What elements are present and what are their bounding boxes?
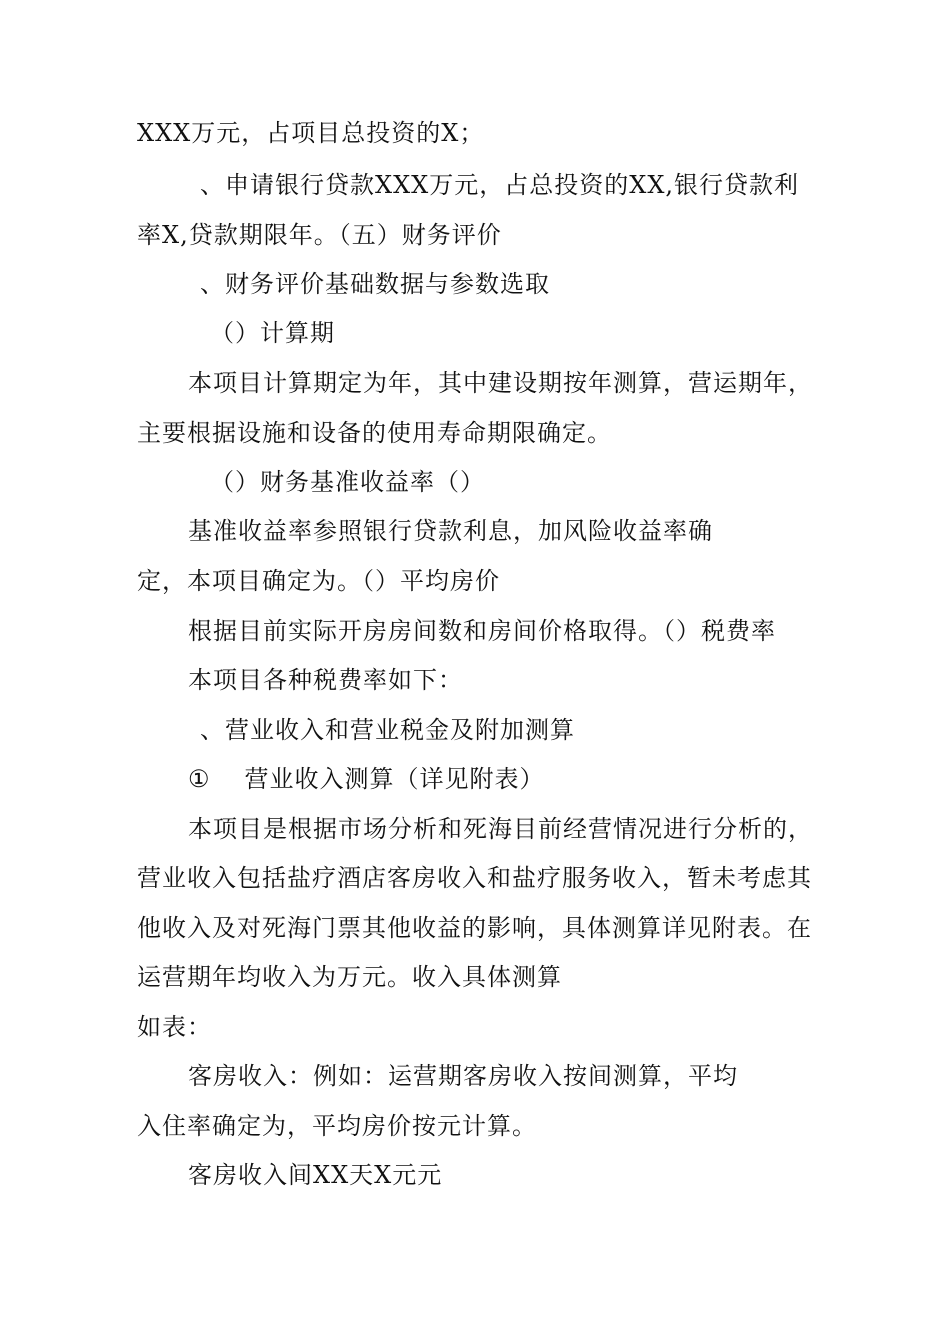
paragraph-line: 基准收益率参照银行贷款利息，加风险收益率确	[188, 517, 713, 545]
paragraph-line: 率X,贷款期限年。（五）财务评价	[137, 221, 502, 249]
item-number-marker: ①	[188, 765, 211, 793]
paragraph-line: 本项目计算期定为年，其中建设期按年测算，营运期年，	[188, 369, 813, 397]
paragraph-line: 客房收入间XX天X元元	[188, 1161, 443, 1189]
paragraph-line: 他收入及对死海门票其他收益的影响，具体测算详见附表。在	[137, 914, 812, 942]
section-heading: 、营业收入和营业税金及附加测算	[200, 716, 575, 744]
paragraph-line: 根据目前实际开房房间数和房间价格取得。（）税费率	[188, 617, 776, 645]
paragraph-line: 营业收入包括盐疗酒店客房收入和盐疗服务收入，暂未考虑其	[137, 864, 812, 892]
section-heading: 、财务评价基础数据与参数选取	[200, 270, 550, 298]
subsection-heading: （）财务基准收益率（）	[210, 468, 485, 496]
subsection-heading: （）计算期	[210, 319, 335, 347]
paragraph-line: XXX万元，占项目总投资的X；	[137, 119, 485, 147]
paragraph-line: 入住率确定为，平均房价按元计算。	[137, 1112, 537, 1140]
paragraph-line: 客房收入：例如：运营期客房收入按间测算，平均	[188, 1062, 738, 1090]
numbered-item	[188, 764, 545, 794]
paragraph-line: 运营期年均收入为万元。收入具体测算	[137, 963, 562, 991]
paragraph-line: 主要根据设施和设备的使用寿命期限确定。	[137, 419, 612, 447]
paragraph-line: 如表：	[137, 1013, 212, 1041]
paragraph-line: 、申请银行贷款XXX万元，占总投资的XX,银行贷款利	[200, 171, 800, 199]
paragraph-line: 本项目各种税费率如下：	[188, 666, 463, 694]
paragraph-line: 本项目是根据市场分析和死海目前经营情况进行分析的，	[188, 815, 813, 843]
item-title: 营业收入测算（详见附表）	[244, 765, 545, 793]
paragraph-line: 定，本项目确定为。（）平均房价	[137, 567, 500, 595]
